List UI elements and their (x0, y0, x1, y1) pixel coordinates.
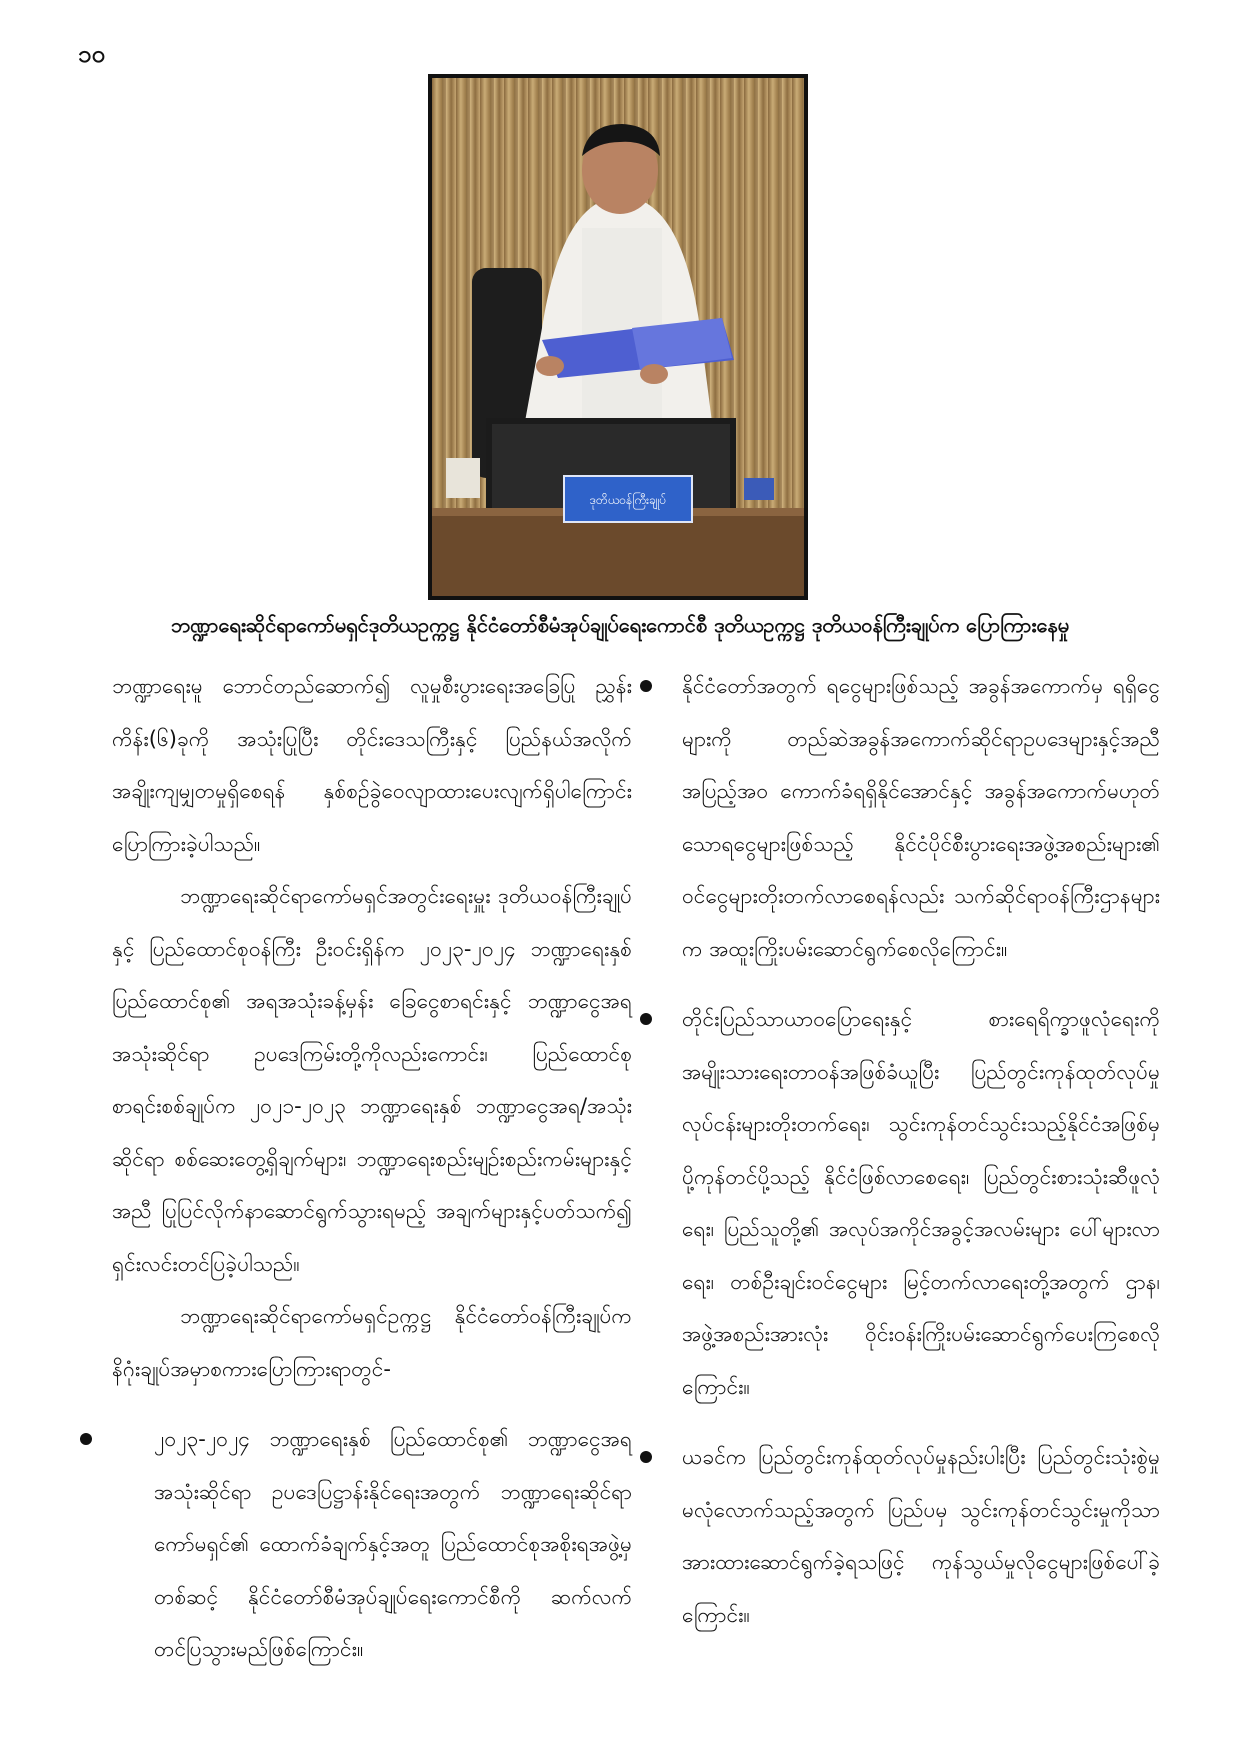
right-bullet-item-3 (640, 1431, 1160, 1641)
left-paragraph-1: ဘဏ္ဍာရေးမူ ဘောင်တည်ဆောက်၍ လူမှုစီးပွားရေးအခြေပြု ညွှန်းကိန်း(၆)ခုကို အသုံးပြုပြီး တိုင်းဒေသကြီးနှင့် ပြည်နယ်အလိုက် အချိုးကျမျှတမှုရှိစေရန် နှစ်စဉ်ခွဲဝေလျာထားပေးလျက်ရှိပါကြောင်း ပြောကြားခဲ့ပါသည်။ (112, 674, 632, 856)
right-bullet-text-1: နိုင်ငံတော်အတွက် ရငွေများဖြစ်သည့် အခွန်အကောက်မှ ရရှိငွေများကို တည်ဆဲအခွန်အကောက်ဆိုင်ရာဥပဒေများနှင့်အညီ အပြည့်အဝ ကောက်ခံရရှိနိုင်အောင်နှင့် အခွန်အကောက်မဟုတ်သောရငွေများဖြစ်သည့် နိုင်ငံပိုင်စီးပွားရေးအဖွဲ့အစည်းများ၏ ဝင်ငွေများတိုးတက်လာစေရန်လည်း သက်ဆိုင်ရာဝန်ကြီးဌာနများက အထူးကြိုးပမ်းဆောင်ရွက်စေလိုကြောင်း။ (682, 674, 1160, 961)
left-bullet-text-1: ၂၀၂၃-၂၀၂၄ ဘဏ္ဍာရေးနှစ် ပြည်ထောင်စု၏ ဘဏ္ဍာငွေအရအသုံးဆိုင်ရာ ဥပဒေပြဋ္ဌာန်းနိုင်ရေးအတွက် ဘဏ္ဍာရေးဆိုင်ရာကော်မရှင်၏ ထောက်ခံချက်နှင့်အတူ ပြည်ထောင်စုအစိုးရအဖွဲ့မှတစ်ဆင့် နိုင်ငံတော်စီမံအုပ်ချုပ်ရေးကောင်စီကို ဆက်လက်တင်ပြသွားမည်ဖြစ်ကြောင်း။ (154, 1427, 632, 1661)
bullet-dot-icon (640, 1451, 652, 1463)
left-column (112, 660, 632, 1676)
right-column (640, 660, 1160, 1641)
left-bullet-item-1 (80, 1413, 632, 1676)
bullet-dot-icon (640, 680, 652, 692)
photo (428, 74, 808, 600)
right-bullet-text-2: တိုင်းပြည်သာယာဝပြောရေးနှင့် စားရေရိက္ခာဖူလုံရေးကို အမျိုးသားရေးတာဝန်အဖြစ်ခံယူပြီး ပြည်တွင်းကုန်ထုတ်လုပ်မှုလုပ်ငန်းများတိုးတက်ရေး၊ သွင်းကုန်တင်သွင်းသည့်နိုင်ငံအဖြစ်မှ ပို့ကုန်တင်ပို့သည့် နိုင်ငံဖြစ်လာစေရေး၊ ပြည်တွင်းစားသုံးဆီဖူလုံရေး၊ ပြည်သူတို့၏ အလုပ်အကိုင်အခွင့်အလမ်းများ ပေါ်များလာရေး၊ တစ်ဦးချင်းဝင်ငွေများ မြင့်တက်လာရေးတို့အတွက် ဌာန၊ အဖွဲ့အစည်းအားလုံး ဝိုင်းဝန်းကြိုးပမ်းဆောင်ရွက်ပေးကြစေလိုကြောင်း။ (682, 1007, 1160, 1399)
left-paragraph-2: ဘဏ္ဍာရေးဆိုင်ရာကော်မရှင်အတွင်းရေးမှူး ဒုတိယဝန်ကြီးချုပ်နှင့် ပြည်ထောင်စုဝန်ကြီး ဦးဝင်းရှိန်က ၂၀၂၃-၂၀၂၄ ဘဏ္ဍာရေးနှစ် ပြည်ထောင်စု၏ အရအသုံးခန့်မှန်း ခြေငွေစာရင်းနှင့် ဘဏ္ဍာငွေအရအသုံးဆိုင်ရာ ဥပဒေကြမ်းတို့ကိုလည်းကောင်း၊ ပြည်ထောင်စုစာရင်းစစ်ချုပ်က ၂၀၂၁-၂၀၂၃ ဘဏ္ဍာရေးနှစ် ဘဏ္ဍာငွေအရ/အသုံးဆိုင်ရာ စစ်ဆေးတွေ့ရှိချက်များ၊ ဘဏ္ဍာရေးစည်းမျဉ်းစည်းကမ်းများနှင့်အညီ ပြုပြင်လိုက်နာဆောင်ရွက်သွားရမည့် အချက်များနှင့်ပတ်သက်၍ ရှင်းလင်းတင်ပြခဲ့ပါသည်။ (112, 884, 632, 1276)
right-bullet-item-2 (640, 993, 1160, 1413)
right-bullet-text-3: ယခင်က ပြည်တွင်းကုန်ထုတ်လုပ်မှုနည်းပါးပြီး ပြည်တွင်းသုံးစွဲမှု မလုံလောက်သည့်အတွက် ပြည်ပမှ သွင်းကုန်တင်သွင်းမှုကိုသာ အားထားဆောင်ရွက်ခဲ့ရသဖြင့် ကုန်သွယ်မှုလိုငွေများဖြစ်ပေါ်ခဲ့ကြောင်း။ (682, 1445, 1160, 1627)
nameplate-text: ဒုတိယဝန်ကြီးချုပ် (589, 493, 667, 507)
bullet-dot-icon (640, 1013, 652, 1025)
page-number: ၁၀ (78, 40, 105, 68)
left-paragraph-3: ဘဏ္ဍာရေးဆိုင်ရာကော်မရှင်ဥက္ကဋ္ဌ နိုင်ငံတော်ဝန်ကြီးချုပ်က နိဂုံးချုပ်အမှာစကားပြောကြားရာတွင်- (112, 1304, 632, 1381)
bullet-dot-icon (80, 1433, 92, 1445)
speaker-photo-illustration (432, 78, 804, 596)
right-bullet-item-1 (640, 660, 1160, 975)
photo-caption: ဘဏ္ဍာရေးဆိုင်ရာကော်မရှင်ဒုတိယဥက္ကဋ္ဌ နိုင်ငံတော်စီမံအုပ်ချုပ်ရေးကောင်စီ ဒုတိယဥက္ကဋ္ဌ ဒုတိယဝန်ကြီးချုပ်က ပြောကြားနေမှု (170, 613, 1070, 637)
